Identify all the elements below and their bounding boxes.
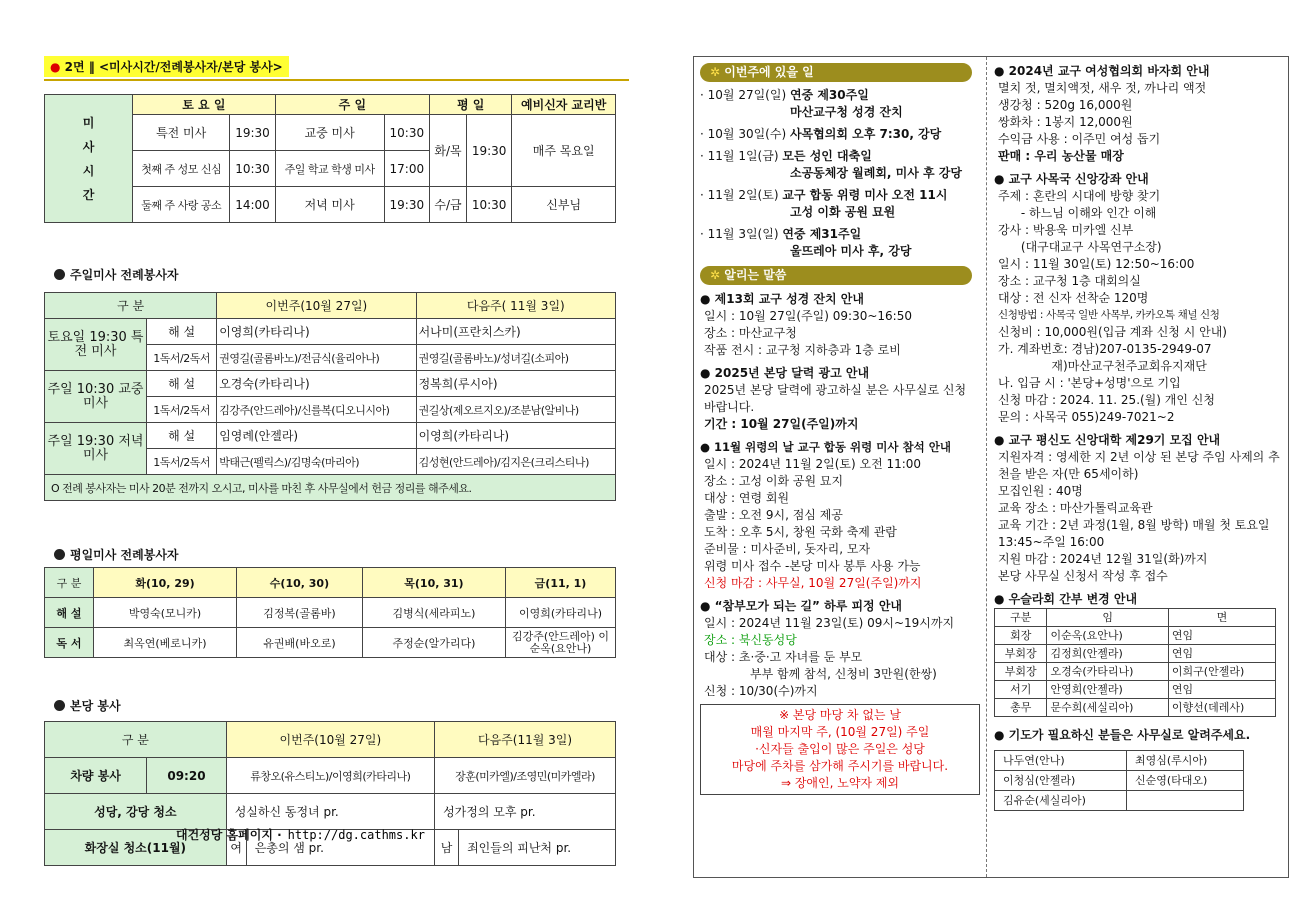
cell: 김유순(세실리아) <box>995 791 1127 811</box>
cell: 연임 <box>1168 645 1275 663</box>
cell: 남 <box>435 830 459 866</box>
cell: 10:30 <box>466 187 511 223</box>
notice-line: 위령 미사 접수 -본당 미사 봉투 사용 가능 <box>704 559 921 573</box>
cell: 안영희(안젤라) <box>1047 681 1168 699</box>
cell: 교중 미사 <box>275 115 384 151</box>
this-week-pill: ✲ 이번주에 있을 일 <box>700 63 972 82</box>
cell: 이향선(데레사) <box>1168 699 1275 717</box>
cell: 1독서/2독서 <box>147 397 217 423</box>
bullet-icon <box>54 549 65 560</box>
notice-line: 강사 : 박용욱 미카엘 신부 <box>998 223 1134 237</box>
header-cell: 이번주(10월 27일) <box>217 293 416 319</box>
notice-pill: ✲ 알리는 말씀 <box>700 266 972 285</box>
notice-line: 지원자격 : 영세한 지 2년 이상 된 본당 주임 사제의 추천을 받은 자(만 65세이하) <box>998 450 1280 481</box>
cell: 이희구(안젤라) <box>1168 663 1275 681</box>
cell: 부회장 <box>995 663 1047 681</box>
cell: 권영길(골롬바노)/성녀길(소피아) <box>416 345 615 371</box>
cell: 14:00 <box>230 187 275 223</box>
notice-line: 생강청 : 520g 16,000원 <box>998 98 1133 112</box>
parish-service-table <box>44 721 616 866</box>
homepage-footer: 대건성당 홈페이지 · http://dg.cathms.kr <box>176 828 425 842</box>
cell: 성실하신 동정녀 pr. <box>226 794 434 830</box>
notice-line: 출발 : 오전 9시, 점심 제공 <box>704 508 843 522</box>
cell: 연임 <box>1168 627 1275 645</box>
flower-icon: ✲ <box>710 65 721 79</box>
cell: 수/금 <box>430 187 467 223</box>
notice-line: 대상 : 연령 회원 <box>704 491 790 505</box>
notice-line: 본당 사무실 신청서 작성 후 접수 <box>998 569 1168 583</box>
cell: 해 설 <box>147 423 217 449</box>
cell: 서나미(프란치스카) <box>416 319 615 345</box>
notice-line: 수익금 사용 : 이주민 여성 돕기 <box>998 132 1161 146</box>
cell: 정복희(루시아) <box>416 371 615 397</box>
bullet-icon <box>54 269 65 280</box>
notice-line: 문의 : 사목국 055)249-7021~2 <box>998 410 1175 424</box>
cell: 장훈(미카엘)/조영민(미카엘라) <box>435 758 616 794</box>
cell: 박태근(펠릭스)/김명숙(마리아) <box>217 449 416 475</box>
notice-line: 장소 : 마산교구청 <box>704 326 797 340</box>
group-label: 주일 19:30 저녁 미사 <box>45 423 147 475</box>
left-column <box>700 63 980 795</box>
officers-table <box>994 608 1276 717</box>
notice-line: 신청비 : 10,000원(입금 계좌 신청 시 안내) <box>998 325 1227 339</box>
column-divider <box>986 57 987 877</box>
cell: 둘째 주 사랑 공소 <box>133 187 230 223</box>
cell: 김정복(골롬바) <box>237 598 363 628</box>
cell: 19:30 <box>466 115 511 187</box>
row-label: 해 설 <box>45 598 94 628</box>
cell: 화/목 <box>430 115 467 187</box>
notice-title: ● 교구 평신도 신앙대학 제29기 모집 안내 <box>994 433 1221 447</box>
cell: 문수희(세실리아) <box>1047 699 1168 717</box>
header-cell: 목(10, 31) <box>362 568 505 598</box>
cell: 09:20 <box>147 758 226 794</box>
prayer-table <box>994 750 1244 811</box>
cell: 1독서/2독서 <box>147 449 217 475</box>
cell: 이영희(카타리나) <box>506 598 616 628</box>
right-page <box>693 56 1289 878</box>
cell: 10:30 <box>230 151 275 187</box>
cell: 김병식(세라피노) <box>362 598 505 628</box>
cell: 10:30 <box>384 115 429 151</box>
cell: 최옥연(베로니카) <box>93 628 236 658</box>
notice-title: ● 기도가 필요하신 분들은 사무실로 알려주세요. <box>994 728 1251 742</box>
sunday-servers-title: 주일미사 전례봉사자 <box>54 266 179 283</box>
notice-line: 주제 : 혼란의 시대에 방향 찾기 <box>998 189 1161 203</box>
cell: 김강주(안드레아) 이순옥(요안나) <box>506 628 616 658</box>
cell: 주정순(알가리다) <box>362 628 505 658</box>
notice-line: 도착 : 오후 5시, 창원 국화 축제 관람 <box>704 525 897 539</box>
col-sunday: 주 일 <box>275 95 429 115</box>
notice-line-red: 신청 마감 : 사무실, 10월 27일(주일)까지 <box>704 576 922 590</box>
header-cell: 금(11, 1) <box>506 568 616 598</box>
header-cell: 수(10, 30) <box>237 568 363 598</box>
header-cell: 이번주(10월 27일) <box>226 722 434 758</box>
notice-line: 일시 : 2024년 11월 2일(토) 오전 11:00 <box>704 457 922 471</box>
notice-title: ● 2024년 교구 여성협의회 바자회 안내 <box>994 64 1210 78</box>
notice-line: 기간 : 10월 27일(주일)까지 <box>704 417 859 431</box>
cell: 총무 <box>995 699 1047 717</box>
notice-line: 나. 입금 시 : '본당+성명'으로 기입 <box>998 376 1181 390</box>
mass-time-table <box>44 94 616 223</box>
group-label: 토요일 19:30 특전 미사 <box>45 319 147 371</box>
cell: 저녁 미사 <box>275 187 384 223</box>
notice-line: 2025년 본당 달력에 광고하실 분은 사무실로 신청 바랍니다. <box>704 383 967 414</box>
header-cell: 다음주( 11월 3일) <box>416 293 615 319</box>
header-cell: 화(10, 29) <box>93 568 236 598</box>
bullet-icon <box>54 700 65 711</box>
row-label: 화장실 청소(11월) <box>45 830 227 866</box>
col-saturday: 토 요 일 <box>133 95 276 115</box>
cell: 이영희(카타리나) <box>416 423 615 449</box>
event-item: · 11월 2일(토) 교구 합동 위령 미사 오전 11시 고성 이화 공원 묘원 <box>700 188 948 219</box>
cell: 해 설 <box>147 319 217 345</box>
cell: 성가정의 모후 pr. <box>435 794 616 830</box>
cell: 임영례(안젤라) <box>217 423 416 449</box>
cell: 특전 미사 <box>133 115 230 151</box>
notice-title: ● 11월 위령의 날 교구 합동 위령 미사 참석 안내 <box>700 440 951 454</box>
cell: 부회장 <box>995 645 1047 663</box>
notice-line: - 하느님 이해와 인간 이해 <box>998 206 1157 220</box>
header-cell: 임 <box>1047 609 1168 627</box>
notice-line: 교육 기간 : 2년 과정(1월, 8월 방학) 매월 첫 토요일 13:45~주일 16:00 <box>998 518 1270 549</box>
cell: 죄인들의 피난처 pr. <box>459 830 616 866</box>
cell: 이청심(안젤라) <box>995 771 1127 791</box>
cell: 나두연(안나) <box>995 751 1127 771</box>
notice-line: 일시 : 10월 27일(주일) 09:30~16:50 <box>704 309 912 323</box>
cell: 최영심(루시아) <box>1126 751 1243 771</box>
header-cell: 다음주(11월 3일) <box>435 722 616 758</box>
event-item: · 10월 27일(일) 연중 제30주일 마산교구청 성경 잔치 <box>700 88 903 119</box>
cell: 연임 <box>1168 681 1275 699</box>
homepage-link[interactable]: http://dg.cathms.kr <box>287 828 425 842</box>
cell: 19:30 <box>230 115 275 151</box>
mass-side-label: 미 사 시 간 <box>45 95 133 223</box>
no-car-day-box: ※ 본당 마당 차 없는 날 매월 마지막 주, (10월 27일) 주일 ·신자들 출입이 많은 주일은 성당 마당에 주차를 삼가해 주시기를 바랍니다. ⇒ 장애인, 노약자 제외 <box>700 704 980 795</box>
cell: 김강주(안드레아)/신를복(디오니시아) <box>217 397 416 423</box>
cell: 유권배(바오로) <box>237 628 363 658</box>
cell: 신부님 <box>512 187 616 223</box>
header-cell: 구 분 <box>45 568 94 598</box>
notice-line: 대상 : 초·중·고 자녀를 둔 부모 <box>704 650 863 664</box>
notice-line: 멸치 젓, 멸치액젓, 새우 젓, 까나리 액젓 <box>998 81 1207 95</box>
notice-line: 장소 : 고성 이화 공원 묘지 <box>704 474 844 488</box>
header-cell: 구 분 <box>45 722 227 758</box>
cell: 김정희(안젤라) <box>1047 645 1168 663</box>
cell: 첫째 주 성모 신심 <box>133 151 230 187</box>
col-weekday: 평 일 <box>430 95 512 115</box>
notice-line: 일시 : 11월 30일(토) 12:50~16:00 <box>998 257 1195 271</box>
row-label: 성당, 강당 청소 <box>45 794 227 830</box>
cell: 서기 <box>995 681 1047 699</box>
cell: 해 설 <box>147 371 217 397</box>
notice-line: 신청 마감 : 2024. 11. 25.(월) 개인 신청 <box>998 393 1215 407</box>
cell: 이영희(카타리나) <box>217 319 416 345</box>
group-label: 주일 10:30 교중 미사 <box>45 371 147 423</box>
notice-line: 가. 계좌번호: 경남)207-0135-2949-07 <box>998 342 1212 356</box>
servers-note: O 전례 봉사자는 미사 20분 전까지 오시고, 미사를 마친 후 사무실에서 헌금 정리를 해주세요. <box>45 475 616 501</box>
notice-line: 신청방법 : 사목국 일반 사목부, 카카오톡 채널 신청 <box>998 309 1220 321</box>
cell: 오경숙(카타리나) <box>217 371 416 397</box>
notice-line: 지원 마감 : 2024년 12월 31일(화)까지 <box>998 552 1208 566</box>
cell: 회장 <box>995 627 1047 645</box>
cell: 오경숙(카타리나) <box>1047 663 1168 681</box>
notice-line: 재)마산교구천주교회유지재단 <box>998 359 1207 373</box>
cell: 매주 목요일 <box>512 115 616 187</box>
notice-line: 부부 함께 참석, 신청비 3만원(한쌍) <box>750 667 937 681</box>
notice-line: 쌍화차 : 1봉지 12,000원 <box>998 115 1133 129</box>
cell: 이순옥(요안나) <box>1047 627 1168 645</box>
cell: 은총의 샘 pr. <box>246 830 434 866</box>
cell: 여 <box>226 830 246 866</box>
event-item: · 10월 30일(수) 사목협의회 오후 7:30, 강당 <box>700 127 942 141</box>
notice-title: ● 제13회 교구 성경 잔치 안내 <box>700 292 864 306</box>
notice-line: 판매 : 우리 농산물 매장 <box>998 149 1124 163</box>
notice-line: 준비물 : 미사준비, 돗자리, 모자 <box>704 542 871 556</box>
cell: 주일 학교 학생 미사 <box>275 151 384 187</box>
notice-title: ● 우슬라회 간부 변경 안내 <box>994 592 1138 606</box>
notice-line: (대구대교구 사목연구소장) <box>998 240 1162 254</box>
weekday-servers-title: 평일미사 전례봉사자 <box>54 546 179 563</box>
cell <box>1126 791 1243 811</box>
parish-service-title: 본당 봉사 <box>54 697 121 714</box>
notice-line: 신청 : 10/30(수)까지 <box>704 684 818 698</box>
header-cell: 구 분 <box>45 293 217 319</box>
notice-title: ● 2025년 본당 달력 광고 안내 <box>700 366 870 380</box>
event-item: · 11월 1일(금) 모든 성인 대축일 소공동체장 월례회, 미사 후 강당 <box>700 149 962 180</box>
notice-line: 대상 : 전 신자 선착순 120명 <box>998 291 1149 305</box>
header-cell: 면 <box>1168 609 1275 627</box>
row-label: 차량 봉사 <box>45 758 147 794</box>
notice-title: ● 교구 사목국 신앙강좌 안내 <box>994 172 1149 186</box>
notice-line: 교육 장소 : 마산가톨릭교육관 <box>998 501 1153 515</box>
col-catechumen: 예비신자 교리반 <box>512 95 616 115</box>
cell: 17:00 <box>384 151 429 187</box>
notice-line: 일시 : 2024년 11월 23일(토) 09시~19시까지 <box>704 616 955 630</box>
notice-line-green: 장소 : 북신동성당 <box>704 633 797 647</box>
notice-line: 장소 : 교구청 1층 대회의실 <box>998 274 1141 288</box>
cell: 류창오(유스티노)/이영희(카타리나) <box>226 758 434 794</box>
event-item: · 11월 3일(일) 연중 제31주일 울뜨레아 미사 후, 강당 <box>700 227 912 258</box>
flower-icon: ✲ <box>710 268 721 282</box>
notice-line: 모집인원 : 40명 <box>998 484 1083 498</box>
header-rule <box>44 79 629 81</box>
cell: 1독서/2독서 <box>147 345 217 371</box>
cell: 권영길(골롬바노)/전금식(율리아나) <box>217 345 416 371</box>
cell: 박영숙(모니카) <box>93 598 236 628</box>
notice-line: 작품 전시 : 교구청 지하층과 1층 로비 <box>704 343 901 357</box>
cell: 신순영(타대오) <box>1126 771 1243 791</box>
row-label: 독 서 <box>45 628 94 658</box>
cell: 19:30 <box>384 187 429 223</box>
header-tag: ● 2면 ‖ <미사시간/전례봉사자/본당 봉사> <box>44 56 289 77</box>
header-cell: 구분 <box>995 609 1047 627</box>
cell: 김성현(안드레아)/김지은(크리스티나) <box>416 449 615 475</box>
cell: 권길상(제오르지오)/조분남(알비나) <box>416 397 615 423</box>
page-header <box>44 56 629 81</box>
right-column <box>994 63 1284 811</box>
sunday-servers-table <box>44 292 616 501</box>
notice-title: ● “참부모가 되는 길” 하루 피정 안내 <box>700 599 903 613</box>
weekday-servers-table <box>44 567 616 658</box>
